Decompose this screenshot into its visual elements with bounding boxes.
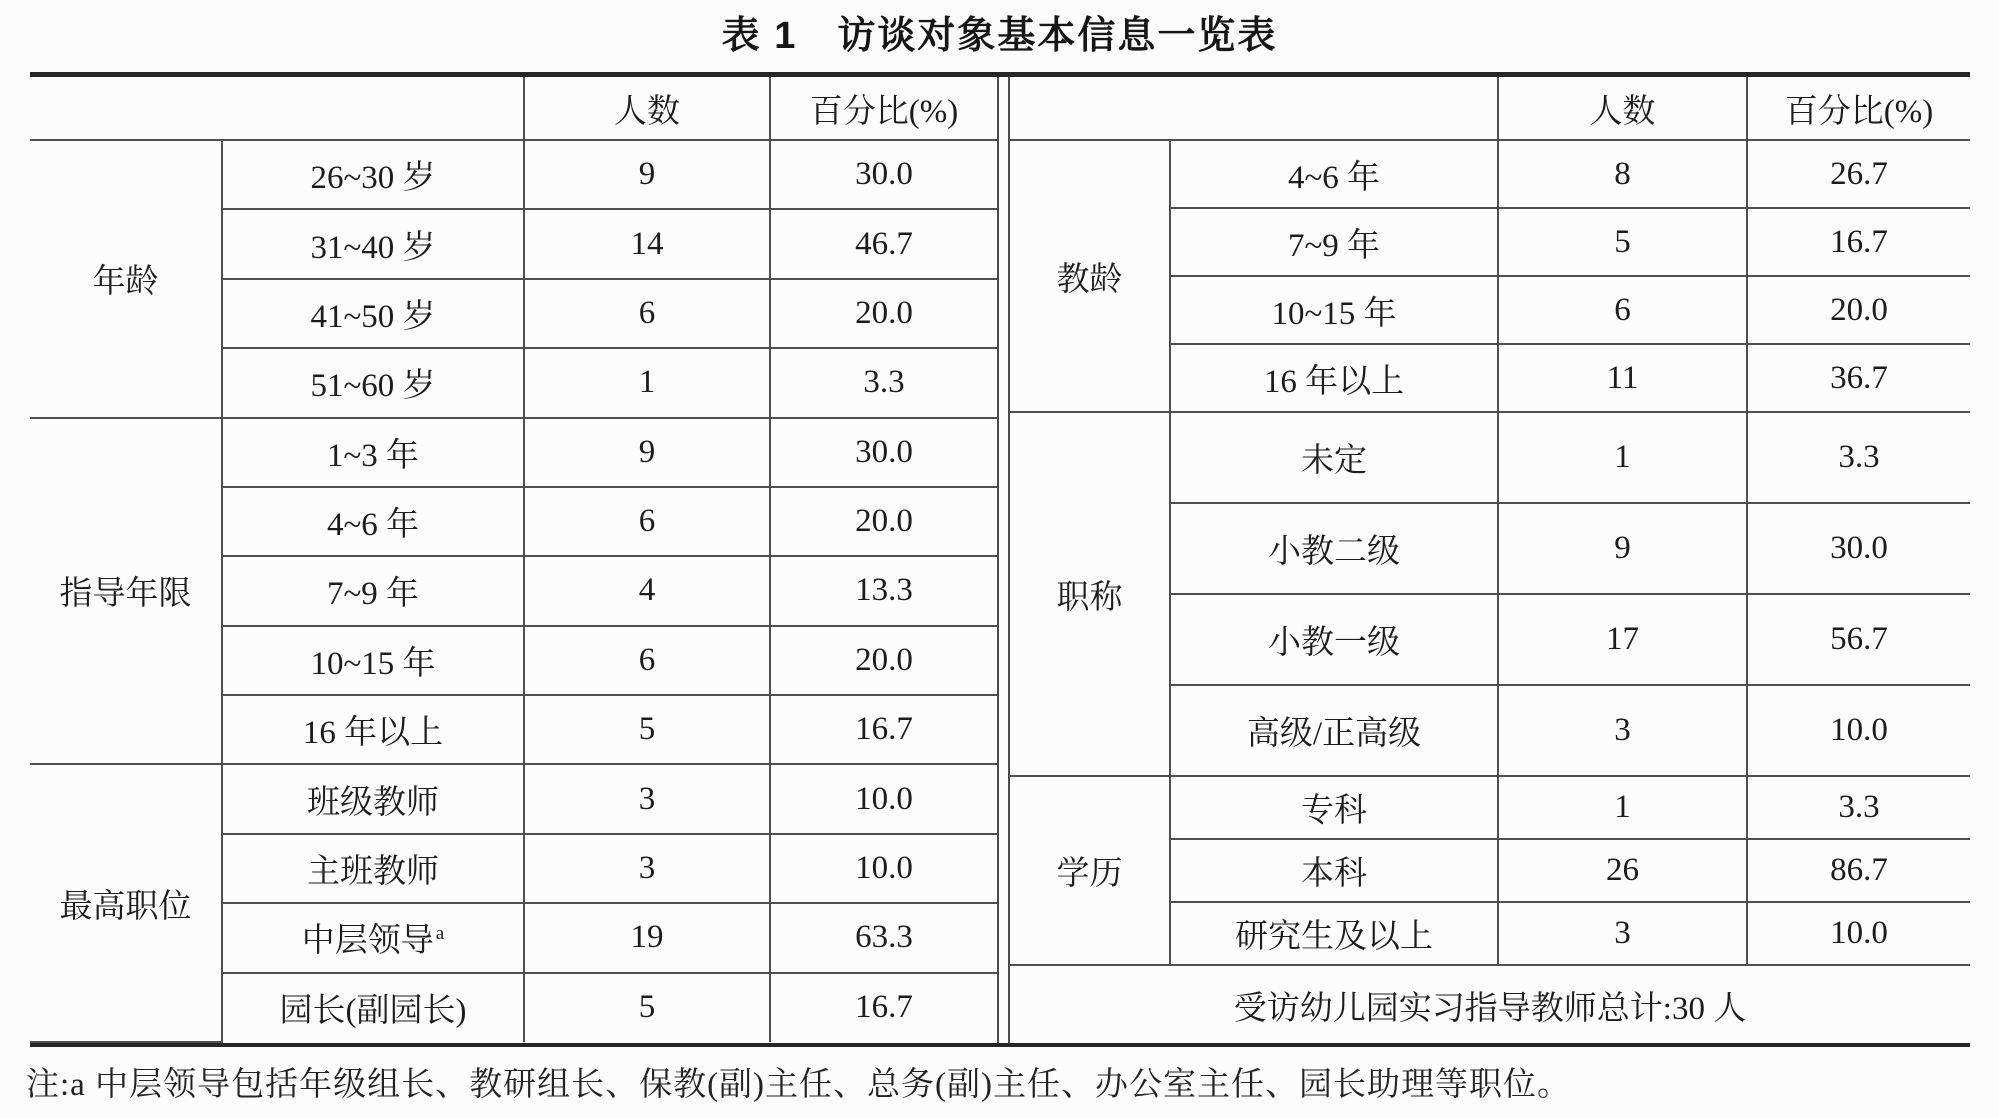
row-label-cell — [1170, 839, 1498, 902]
count-cell: 6 — [524, 279, 770, 348]
percent-cell: 20.0 — [770, 626, 997, 695]
row-label: 小教一级 — [1268, 625, 1400, 661]
count-cell: 11 — [1498, 344, 1747, 412]
row-label: 研究生及以上 — [1235, 919, 1433, 955]
row-label: 7~9 年 — [326, 576, 420, 613]
count-cell: 14 — [524, 209, 770, 278]
row-label: 1~3 年 — [326, 437, 420, 474]
row-label-cell — [222, 418, 524, 487]
header-percent-label: 百分比(%) — [770, 77, 997, 140]
row-label-cell — [222, 209, 524, 278]
count-cell: 3 — [524, 834, 770, 903]
percent-cell: 20.0 — [1747, 276, 1970, 344]
row-label-cell — [222, 279, 524, 348]
table-row — [30, 418, 997, 487]
count-cell: 9 — [524, 140, 770, 209]
count-cell: 19 — [524, 903, 770, 972]
right-table-body — [1010, 140, 1970, 1045]
count-cell: 9 — [1498, 503, 1747, 594]
row-label-cell — [222, 487, 524, 556]
percent-cell: 16.7 — [1747, 208, 1970, 276]
row-label-cell — [1170, 344, 1498, 412]
row-label: 园长(副园长) — [279, 993, 467, 1030]
row-label-cell — [1170, 208, 1498, 276]
table-row — [30, 764, 997, 833]
table-footnote: 注:a 中层领导包括年级组长、教研组长、保教(副)主任、总务(副)主任、办公室主任、园长助理等职位。 — [26, 1067, 1572, 1103]
header-row — [30, 77, 997, 140]
percent-cell: 10.0 — [1747, 902, 1970, 965]
left-table-body — [30, 140, 997, 1042]
category-cell: 职称 — [1010, 412, 1170, 776]
row-label: 10~15 年 — [1271, 295, 1397, 332]
percent-cell: 16.7 — [770, 695, 997, 764]
count-cell: 4 — [524, 556, 770, 625]
percent-cell: 3.3 — [1747, 776, 1970, 839]
header-blank-cell — [1010, 77, 1498, 140]
percent-cell: 63.3 — [770, 903, 997, 972]
right-table — [1010, 77, 1970, 1045]
row-label-cell — [222, 556, 524, 625]
table-row — [30, 140, 997, 209]
category-cell: 学历 — [1010, 776, 1170, 965]
percent-cell: 10.0 — [770, 834, 997, 903]
percent-cell: 46.7 — [770, 209, 997, 278]
row-label: 51~60 岁 — [310, 368, 436, 405]
percent-cell: 10.0 — [770, 764, 997, 833]
percent-cell: 3.3 — [770, 348, 997, 417]
table-row — [1010, 140, 1970, 208]
total-cell: 受访幼儿园实习指导教师总计:30 人 — [1010, 965, 1970, 1045]
footnote-marker: a — [435, 923, 445, 945]
count-cell: 1 — [1498, 776, 1747, 839]
row-label-cell — [222, 903, 524, 972]
row-label-cell — [1170, 776, 1498, 839]
percent-cell: 3.3 — [1747, 412, 1970, 503]
row-label: 未定 — [1301, 443, 1367, 479]
header-row — [1010, 77, 1970, 140]
row-label-cell — [1170, 902, 1498, 965]
row-label: 小教二级 — [1268, 534, 1400, 570]
row-label-cell — [222, 348, 524, 417]
row-label: 26~30 岁 — [310, 160, 436, 197]
row-label: 主班教师 — [307, 853, 439, 890]
center-double-rule — [997, 77, 1010, 1043]
row-label: 4~6 年 — [1287, 159, 1381, 196]
row-label: 16 年以上 — [1263, 363, 1405, 400]
category-cell: 指导年限 — [30, 418, 222, 765]
header-blank-cell — [30, 77, 524, 140]
header-count-label: 人数 — [1498, 77, 1747, 140]
row-label: 31~40 岁 — [310, 229, 436, 266]
count-cell: 1 — [524, 348, 770, 417]
category-cell: 教龄 — [1010, 140, 1170, 412]
left-table-header — [30, 77, 997, 140]
count-cell: 5 — [1498, 208, 1747, 276]
percent-cell: 20.0 — [770, 487, 997, 556]
row-label-cell — [222, 695, 524, 764]
row-label-cell — [222, 973, 524, 1043]
percent-cell: 10.0 — [1747, 685, 1970, 776]
row-label-cell — [1170, 412, 1498, 503]
percent-cell: 20.0 — [770, 279, 997, 348]
row-label: 班级教师 — [307, 784, 439, 821]
row-label: 4~6 年 — [326, 507, 420, 544]
percent-cell: 26.7 — [1747, 140, 1970, 208]
row-label-cell — [222, 764, 524, 833]
table-row — [1010, 412, 1970, 503]
percent-cell: 13.3 — [770, 556, 997, 625]
right-table-header — [1010, 77, 1970, 140]
count-cell: 9 — [524, 418, 770, 487]
percent-cell: 30.0 — [770, 140, 997, 209]
category-cell: 年龄 — [30, 140, 222, 418]
row-label-cell — [222, 140, 524, 209]
row-label-cell — [222, 834, 524, 903]
count-cell: 6 — [1498, 276, 1747, 344]
count-cell: 5 — [524, 695, 770, 764]
row-label-cell — [1170, 594, 1498, 685]
row-label: 专科 — [1301, 793, 1367, 829]
count-cell: 6 — [524, 626, 770, 695]
count-cell: 3 — [1498, 685, 1747, 776]
percent-cell: 56.7 — [1747, 594, 1970, 685]
row-label-cell — [222, 626, 524, 695]
table-row — [1010, 776, 1970, 839]
left-table — [30, 77, 997, 1043]
count-cell: 3 — [1498, 902, 1747, 965]
count-cell: 3 — [524, 764, 770, 833]
count-cell: 17 — [1498, 594, 1747, 685]
count-cell: 26 — [1498, 839, 1747, 902]
category-cell: 最高职位 — [30, 764, 222, 1042]
row-label: 高级/正高级 — [1246, 716, 1422, 752]
row-label-cell — [1170, 685, 1498, 776]
count-cell: 5 — [524, 973, 770, 1043]
row-label: 41~50 岁 — [310, 298, 436, 335]
header-percent-label: 百分比(%) — [1747, 77, 1970, 140]
row-label-cell — [1170, 140, 1498, 208]
percent-cell: 16.7 — [770, 973, 997, 1043]
row-label-cell — [1170, 503, 1498, 594]
table-title: 表 1 访谈对象基本信息一览表 — [721, 15, 1278, 57]
header-count-label: 人数 — [524, 77, 770, 140]
row-label-cell — [1170, 276, 1498, 344]
percent-cell: 30.0 — [1747, 503, 1970, 594]
row-label: 10~15 年 — [310, 645, 436, 682]
row-label: 7~9 年 — [1287, 227, 1381, 264]
count-cell: 6 — [524, 487, 770, 556]
basic-info-table — [30, 72, 1970, 1047]
percent-cell: 36.7 — [1747, 344, 1970, 412]
count-cell: 1 — [1498, 412, 1747, 503]
total-row — [1010, 965, 1970, 1045]
percent-cell: 30.0 — [770, 418, 997, 487]
row-label: 本科 — [1301, 856, 1367, 892]
row-label: 中层领导 — [301, 923, 434, 960]
percent-cell: 86.7 — [1747, 839, 1970, 902]
row-label: 16 年以上 — [302, 715, 444, 752]
count-cell: 8 — [1498, 140, 1747, 208]
